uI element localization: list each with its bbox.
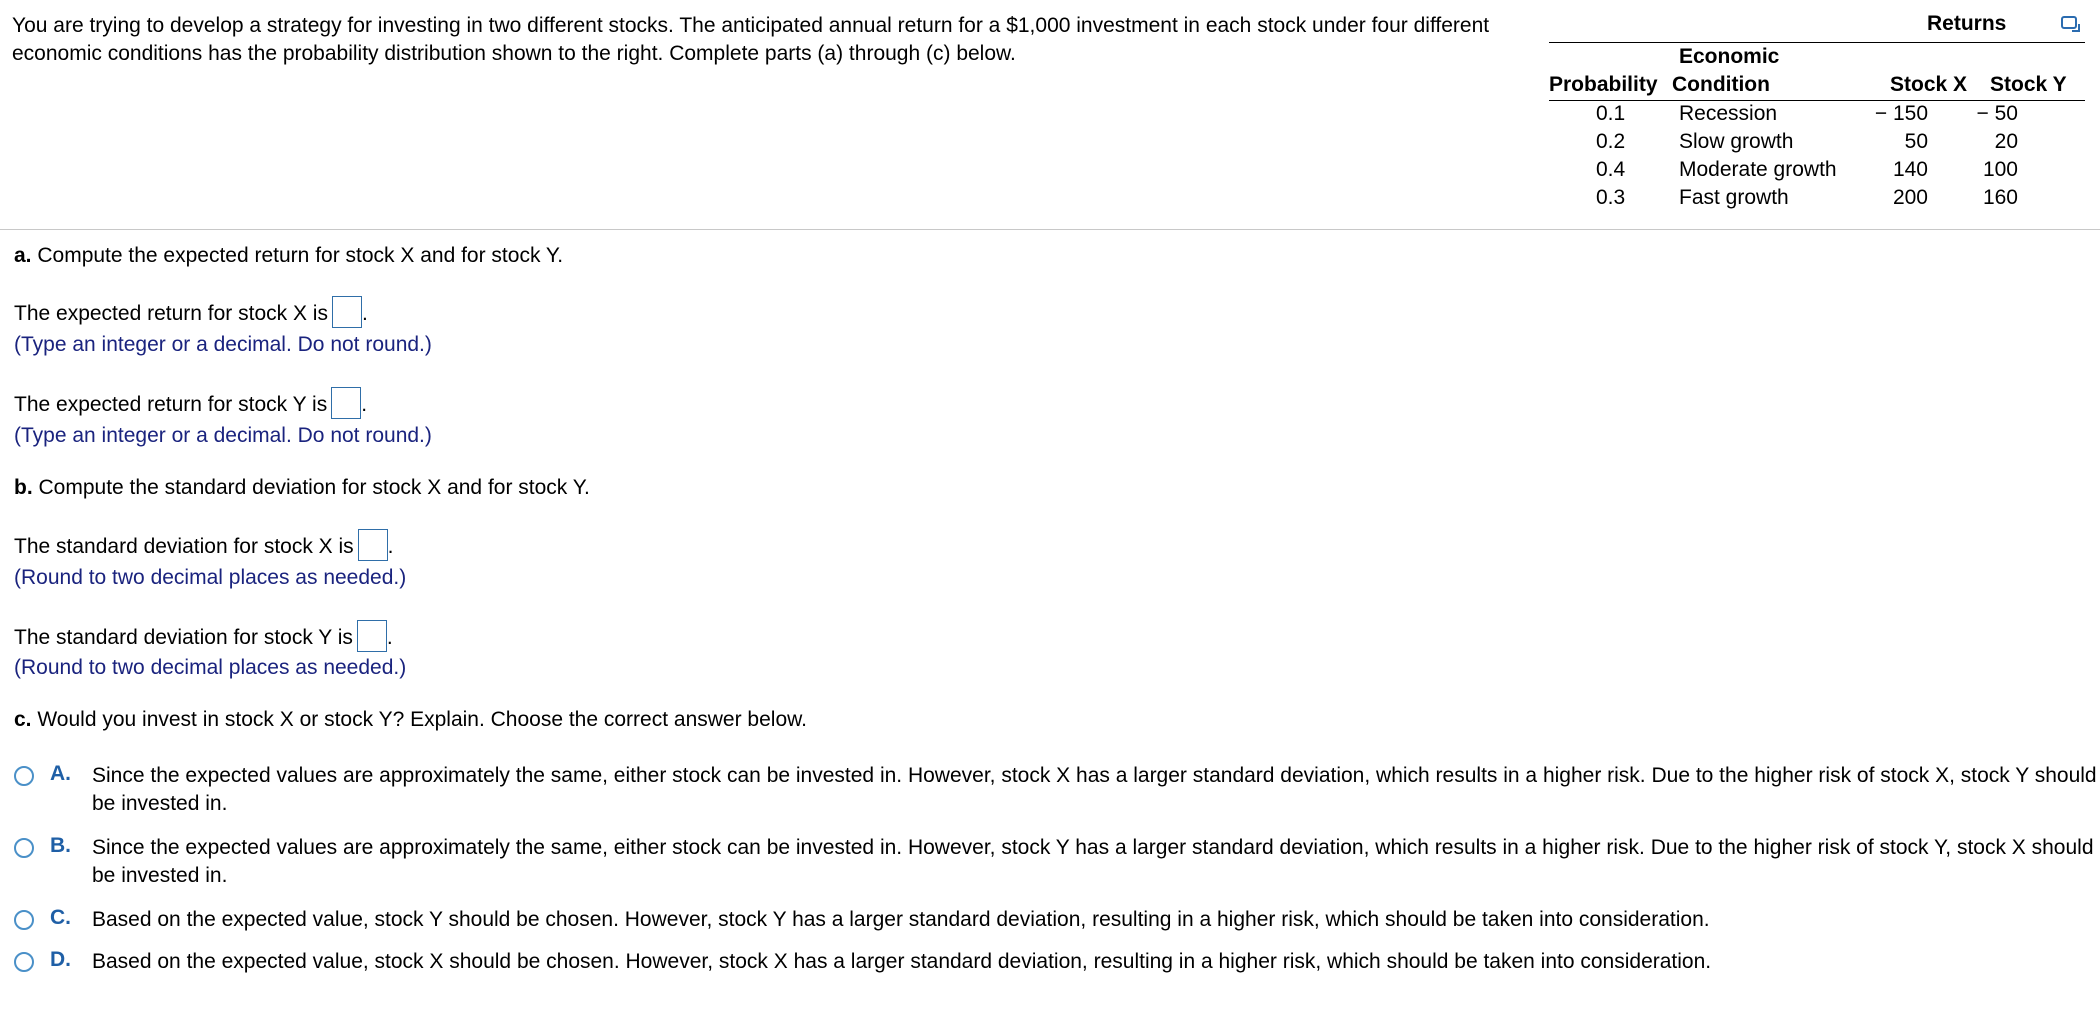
std-dev-x-hint: (Round to two decimal places as needed.)	[14, 566, 407, 589]
std-dev-y-hint: (Round to two decimal places as needed.)	[14, 656, 407, 679]
expected-return-y-input[interactable]	[331, 387, 361, 419]
expected-return-y-question: The expected return for stock Y is .	[14, 387, 367, 419]
option-d-text: Based on the expected value, stock X should be chosen. However, stock X has a larger standard deviation, resulting in a higher risk, which should be taken into consideration.	[92, 950, 1712, 973]
std-dev-x-label: The standard deviation for stock X is	[14, 535, 354, 558]
option-d-radio[interactable]	[14, 952, 34, 972]
row1-stock-x: − 150	[1874, 102, 1928, 125]
part-c-text: Would you invest in stock X or stock Y? Explain. Choose the correct answer below.	[37, 708, 807, 731]
row2-condition: Slow growth	[1679, 130, 1794, 153]
option-b[interactable]	[14, 834, 2094, 890]
expected-return-x-label: The expected return for stock X is	[14, 302, 328, 325]
row3-stock-y: 100	[1982, 158, 2018, 181]
option-c-radio[interactable]	[14, 910, 34, 930]
row3-condition: Moderate growth	[1679, 158, 1837, 181]
expected-return-x-input[interactable]	[332, 296, 362, 328]
std-dev-x-question: The standard deviation for stock X is .	[14, 529, 394, 561]
header-condition: Condition	[1672, 73, 1770, 96]
part-a-label: a.	[14, 244, 32, 267]
row3-probability: 0.4	[1596, 158, 1626, 181]
option-b-radio[interactable]	[14, 838, 34, 858]
std-dev-y-question: The standard deviation for stock Y is .	[14, 620, 393, 652]
option-c-text: Based on the expected value, stock Y should be chosen. However, stock Y has a larger standard deviation, resulting in a higher risk, which should be taken into consideration.	[92, 908, 1710, 931]
option-c[interactable]	[14, 906, 2094, 934]
part-b-prompt	[14, 474, 590, 502]
std-dev-y-label: The standard deviation for stock Y is	[14, 626, 353, 649]
row2-stock-x: 50	[1904, 130, 1928, 153]
option-a-radio[interactable]	[14, 766, 34, 786]
table-header-rule	[1549, 100, 2085, 101]
row4-stock-x: 200	[1892, 186, 1928, 209]
expected-return-y-hint: (Type an integer or a decimal. Do not round.)	[14, 424, 432, 447]
row3-stock-x: 140	[1892, 158, 1928, 181]
option-d-letter: D.	[50, 948, 71, 971]
expected-return-x-question: The expected return for stock X is .	[14, 296, 368, 328]
std-dev-x-input[interactable]	[358, 529, 388, 561]
option-c-letter: C.	[50, 906, 71, 929]
expected-return-y-label: The expected return for stock Y is	[14, 393, 328, 416]
part-a-text: Compute the expected return for stock X and for stock Y.	[37, 244, 564, 267]
header-stock-x: Stock X	[1890, 73, 1968, 96]
row2-probability: 0.2	[1596, 130, 1626, 153]
part-b-text: Compute the standard deviation for stock X and for stock Y.	[38, 476, 590, 499]
table-top-rule	[1549, 42, 2085, 43]
option-d[interactable]	[14, 948, 2094, 976]
row4-probability: 0.3	[1596, 186, 1626, 209]
row4-condition: Fast growth	[1679, 186, 1789, 209]
header-stock-y: Stock Y	[1990, 73, 2067, 96]
row1-condition: Recession	[1679, 102, 1778, 125]
expected-return-x-hint: (Type an integer or a decimal. Do not round.)	[14, 333, 432, 356]
part-a-prompt	[14, 242, 563, 270]
table-title: Returns	[1927, 12, 2007, 35]
row4-stock-y: 160	[1982, 186, 2018, 209]
section-divider	[0, 229, 2100, 230]
option-a-letter: A.	[50, 762, 71, 785]
std-dev-y-input[interactable]	[357, 620, 387, 652]
option-b-text: Since the expected values are approximately the same, either stock can be invested in. However, stock Y has a larger standard deviation, which results in a higher risk. Due to the higher risk of stock Y, stock X should be invested in.	[92, 836, 2094, 887]
row1-probability: 0.1	[1596, 102, 1626, 125]
option-a[interactable]	[14, 762, 2097, 818]
problem-statement: You are trying to develop a strategy for investing in two different stocks. The anticipated annual return for a $1,000 investment in each stock under four different economic conditions has the probability distribution shown to the right. Complete parts (a) through (c) below.	[12, 14, 1490, 65]
popout-icon[interactable]	[2061, 16, 2077, 29]
part-c-label: c.	[14, 708, 32, 731]
option-a-text: Since the expected values are approximately the same, either stock can be invested in. However, stock X has a larger standard deviation, which results in a higher risk. Due to the higher risk of stock X, stock Y should be invested in.	[92, 764, 2097, 815]
row2-stock-y: 20	[1994, 130, 2018, 153]
part-c-prompt	[14, 706, 807, 734]
row1-stock-y: − 50	[1976, 102, 2018, 125]
header-probability: Probability	[1549, 73, 1658, 96]
part-b-label: b.	[14, 476, 33, 499]
header-economic: Economic	[1679, 45, 1780, 68]
option-b-letter: B.	[50, 834, 71, 857]
